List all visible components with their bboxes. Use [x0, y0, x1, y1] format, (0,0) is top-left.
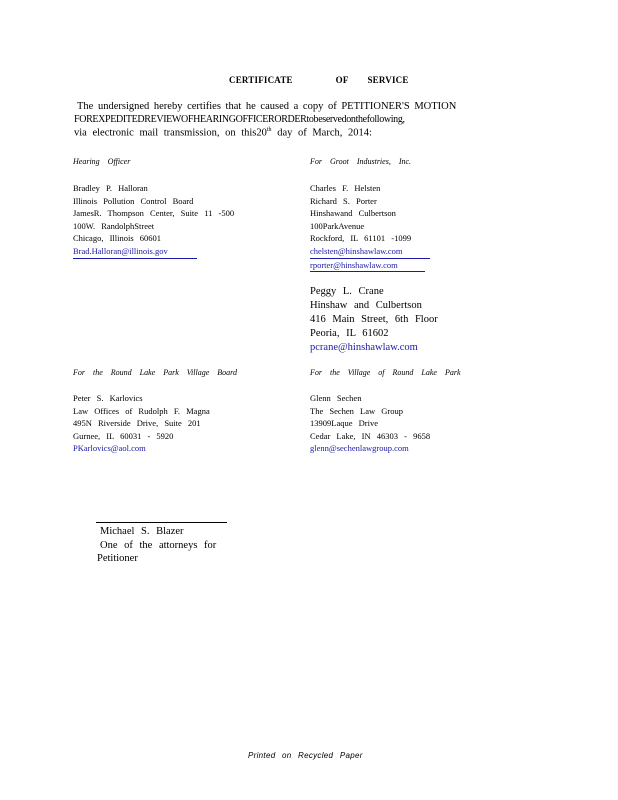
address-line: The Sechen Law Group	[310, 405, 403, 416]
address-line: Peter S. Karlovics	[73, 393, 143, 403]
address-line: Glenn Sechen	[310, 393, 362, 403]
address-line: 495N Riverside Drive, Suite 201	[73, 418, 201, 429]
address-line: Hinshawand Culbertson	[310, 208, 396, 219]
round-lake-board-address	[73, 392, 210, 455]
address-line: Rockford, IL 61101 -1099	[310, 233, 412, 244]
signer-name: Michael S. Blazer	[100, 526, 184, 537]
address-line: Bradley P. Halloran	[73, 183, 148, 193]
address-line: Richard S. Porter	[310, 195, 377, 206]
village-address	[310, 392, 430, 455]
signer-role: Petitioner	[97, 553, 138, 564]
address-line: 13909Laque Drive	[310, 418, 378, 429]
email-link[interactable]: rporter@hinshawlaw.com	[310, 259, 398, 270]
village-heading: For the Village of Round Lake Park	[310, 368, 461, 377]
hearing-officer-heading: Hearing Officer	[73, 157, 131, 166]
address-line: Gurnee, IL 60031 - 5920	[73, 430, 174, 441]
hearing-officer-address	[73, 182, 234, 259]
intro-line-3-end: day of March, 2014:	[277, 127, 372, 139]
groot-heading: For Groot Industries, Inc.	[310, 157, 412, 166]
title-word: CERTIFICATE	[229, 75, 293, 85]
signature-line	[96, 522, 227, 523]
email-link[interactable]: pcrane@hinshawlaw.com	[310, 342, 418, 353]
title-word: SERVICE	[367, 75, 409, 85]
signature-block	[97, 525, 216, 566]
address-line: Cedar Lake, IN 46303 - 9658	[310, 430, 431, 441]
signer-role: One of the attorneys for	[100, 539, 217, 551]
address-line: Peoria, IL 61602	[310, 328, 389, 339]
groot-address	[310, 182, 430, 272]
address-line: 100W. RandolphStreet	[73, 220, 155, 231]
ordinal-suffix: th	[266, 127, 272, 133]
address-line: Illinois Pollution Control Board	[73, 195, 194, 206]
title-word: OF	[335, 75, 349, 85]
email-link[interactable]: chelsten@hinshawlaw.com	[310, 245, 403, 256]
address-line: Law Offices of Rudolph F. Magna	[73, 405, 210, 416]
address-line: 100ParkAvenue	[310, 220, 365, 231]
intro-line-3-start: via electronic mail transmission, on this20	[74, 127, 267, 139]
footer-note: Printed on Recycled Paper	[248, 751, 363, 760]
address-line: Chicago, Illinois 60601	[73, 233, 162, 244]
intro-line-3	[74, 127, 372, 139]
email-link[interactable]: Brad.Halloran@illinois.gov	[73, 245, 168, 256]
address-line: Hinshaw and Culbertson	[310, 300, 422, 311]
address-line: 416 Main Street, 6th Floor	[310, 314, 438, 325]
intro-line-1: The undersigned hereby certifies that he caused a copy of PETITIONER'S MOTION	[77, 101, 457, 112]
email-link[interactable]: glenn@sechenlawgroup.com	[310, 443, 409, 454]
document-title	[229, 75, 409, 85]
address-line: JamesR. Thompson Center, Suite 11 -500	[73, 208, 235, 219]
address-line: Charles F. Helsten	[310, 183, 381, 193]
round-lake-board-heading: For the Round Lake Park Village Board	[73, 368, 237, 377]
intro-line-2: FOREXPEDITEDREVIEWOFHEARINGOFFICERORDERtobeservedonthefollowing,	[74, 114, 405, 125]
address-line: Peggy L. Crane	[310, 286, 384, 297]
peggy-address	[310, 285, 438, 355]
email-link[interactable]: PKarlovics@aol.com	[73, 443, 146, 454]
